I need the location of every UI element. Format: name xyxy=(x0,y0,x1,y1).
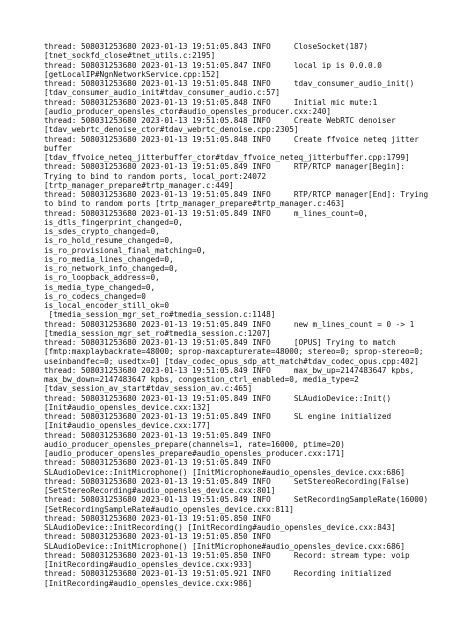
log-line: thread: 508031253680 2023-01-13 19:51:05.849 INFO SL engine initialized xyxy=(44,412,392,421)
log-line: thread: 508031253680 2023-01-13 19:51:05.848 INFO Create WebRTC denoiser xyxy=(44,116,396,125)
log-line: thread: 508031253680 2023-01-13 19:51:05.849 INFO SetRecordingSampleRate(16000) xyxy=(44,495,429,505)
log-line: [getLocalIP#NgnNetworkService.cpp:152] xyxy=(44,69,220,79)
log-line: [tdav_webrtc_denoise_ctor#tdav_webrtc_denoise.cpp:2305] xyxy=(44,125,299,135)
log-line: is_ro_provisional_final_matching=0, xyxy=(44,245,206,255)
log-line: [audio_producer_opensles_prepare#audio_opensles_producer.cxx:171] xyxy=(44,449,345,458)
log-line: is_local_encoder_still_ok=0 xyxy=(44,301,169,310)
log-line: [trtp_manager_prepare#trtp_manager.c:449] xyxy=(44,180,234,190)
log-line: buffer xyxy=(44,143,72,153)
log-line: [Init#audio_opensles_device.cxx:177] xyxy=(44,421,211,431)
log-line: [tdav_ffvoice_neteq_jitterbuffer_ctor#tdav_ffvoice_neteq_jitterbuffer.cpp:1799] xyxy=(44,153,410,162)
log-line: [fmtp:maxplaybackrate=48000; sprop-maxcapturerate=48000; stereo=0; sprop-stereo=0; xyxy=(44,347,424,357)
log-line: [SetRecordingSampleRate#audio_opensles_device.cxx:811] xyxy=(44,504,294,514)
log-line: [tmedia_session_mgr_set_ro#tmedia_session.c:1207] xyxy=(44,328,271,338)
log-line: [SetStereoRecording#audio_opensles_device.cxx:801] xyxy=(44,486,276,495)
log-line: thread: 508031253680 2023-01-13 19:51:05.849 INFO xyxy=(44,430,271,440)
log-line: thread: 508031253680 2023-01-13 19:51:05.849 INFO [OPUS] Trying to match xyxy=(44,338,396,347)
log-line: thread: 508031253680 2023-01-13 19:51:05.850 INFO xyxy=(44,513,271,523)
log-line: max_bw_down=2147483647 kpbs, congestion_ctrl_enabled=0, media_type=2 xyxy=(44,375,359,384)
log-line: thread: 508031253680 2023-01-13 19:51:05.849 INFO RTP/RTCP manager[Begin]: xyxy=(44,162,406,172)
log-line: [audio_producer_opensles_ctor#audio_opensles_producer.cxx:240] xyxy=(44,106,331,116)
log-line: thread: 508031253680 2023-01-13 19:51:05.850 INFO xyxy=(44,532,271,542)
log-line: [tnet_sockfd_close#tnet_utils.c:2195] xyxy=(44,51,216,61)
log-line: thread: 508031253680 2023-01-13 19:51:05.848 INFO Initial mic mute:1 xyxy=(44,97,378,107)
log-line: thread: 508031253680 2023-01-13 19:51:05.849 INFO SetStereoRecording(False) xyxy=(44,476,410,486)
log-line: thread: 508031253680 2023-01-13 19:51:05.849 INFO m_lines_count=0, xyxy=(44,208,368,218)
log-line: is_sdes_crypto_changed=0, xyxy=(44,227,160,236)
log-text-block xyxy=(44,42,464,588)
log-line: is_ro_hold_resume_changed=0, xyxy=(44,236,174,246)
log-line: [InitRecording#audio_opensles_device.cxx:933] xyxy=(44,560,253,569)
log-line: thread: 508031253680 2023-01-13 19:51:05.849 INFO new m_lines_count = 0 -> 1 xyxy=(44,319,415,329)
log-line: thread: 508031253680 2023-01-13 19:51:05.921 INFO Recording initialized xyxy=(44,569,392,579)
log-line: thread: 508031253680 2023-01-13 19:51:05.848 INFO Create ffvoice neteq jitter xyxy=(44,134,419,144)
log-line: Trying to bind to random ports, local_port:24072 xyxy=(44,171,267,181)
log-line: [InitRecording#audio_opensles_device.cxx:986] xyxy=(44,578,253,588)
log-line: thread: 508031253680 2023-01-13 19:51:05.850 INFO Record: stream type: voip xyxy=(44,550,410,560)
log-line: thread: 508031253680 2023-01-13 19:51:05.849 INFO max_bw_up=2147483647 kpbs, xyxy=(44,365,415,375)
log-line: thread: 508031253680 2023-01-13 19:51:05.848 INFO tdav_consumer_audio_init() xyxy=(44,79,415,88)
log-line: [tmedia_session_mgr_set_ro#tmedia_session.c:1148] xyxy=(44,310,276,320)
log-line: SLAudioDevice::InitRecording() [InitRecording#audio_opensles_device.cxx:843] xyxy=(44,523,396,532)
log-line: thread: 508031253680 2023-01-13 19:51:05.843 INFO CloseSocket(187) xyxy=(44,42,368,51)
log-line: thread: 508031253680 2023-01-13 19:51:05.849 INFO RTP/RTCP manager[End]: Trying xyxy=(44,190,429,199)
log-line: thread: 508031253680 2023-01-13 19:51:05.847 INFO local ip is 0.0.0.0 xyxy=(44,60,382,70)
log-line: is_dtls_fingerprint_changed=0, xyxy=(44,217,183,227)
log-line: useinbandfec=0; usedtx=0] [tdav_codec_opus_sdp_att_match#tdav_codec_opus.cpp:402] xyxy=(44,356,419,366)
log-line: SLAudioDevice::InitMicrophone() [InitMicrophone#audio_opensles_device.cxx:686] xyxy=(44,541,406,551)
log-line: SLAudioDevice::InitMicrophone() [InitMicrophone#audio_opensles_device.cxx:686] xyxy=(44,467,406,477)
log-line: audio_producer_opensles_prepare(channels=1, rate=16000, ptime=20) xyxy=(44,439,345,449)
log-line: [tdav_consumer_audio_init#tdav_consumer_audio.c:57] xyxy=(44,88,281,98)
log-line: is_ro_loopback_address=0, xyxy=(44,273,160,283)
log-line: is_ro_network_info_changed=0, xyxy=(44,264,179,273)
log-line: to bind to random ports [trtp_manager_prepare#trtp_manager.c:463] xyxy=(44,199,345,209)
log-line: [Init#audio_opensles_device.cxx:132] xyxy=(44,402,211,412)
log-line: is_ro_codecs_changed=0 xyxy=(44,291,146,301)
log-line: is_ro_media_lines_changed=0, xyxy=(44,254,174,264)
log-line: thread: 508031253680 2023-01-13 19:51:05.849 INFO SLAudioDevice::Init() xyxy=(44,393,392,403)
log-line: is_media_type_changed=0, xyxy=(44,282,156,292)
log-line: [tdav_session_av_start#tdav_session_av.c:465] xyxy=(44,384,253,394)
log-line: thread: 508031253680 2023-01-13 19:51:05.849 INFO xyxy=(44,458,271,468)
